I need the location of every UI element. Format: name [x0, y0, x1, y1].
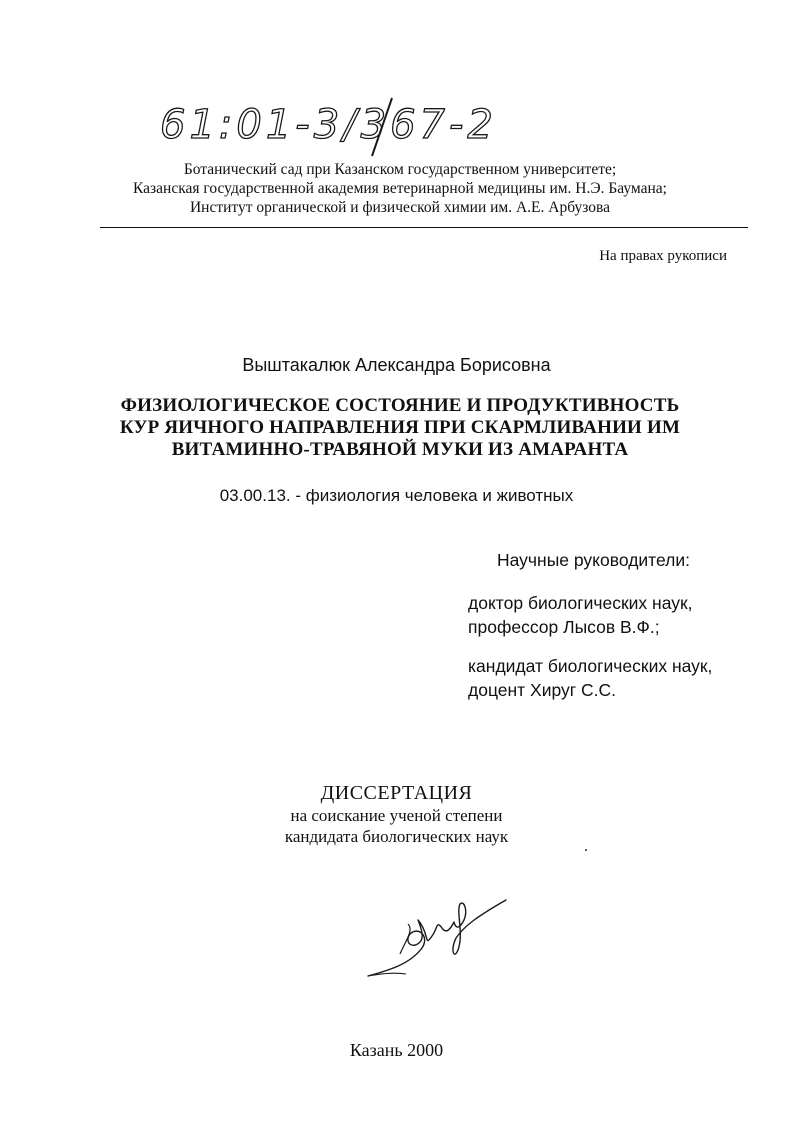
specialty-code: 03.00.13. - физиология человека и животных	[219, 486, 574, 505]
archive-code-handwritten	[160, 90, 540, 160]
institution-line: Казанская государственной академия ветеринарной медицины им. Н.Э. Баумана;	[133, 180, 667, 197]
supervisor-name: доцент Хируг С.С.	[468, 680, 617, 700]
dissertation-title	[60, 395, 740, 461]
institution-line: Институт органической и физической химии им. А.Е. Арбузова	[189, 199, 611, 216]
signature-stroke	[368, 900, 506, 976]
archive-code-text: 61:01-3/367-2	[160, 102, 497, 148]
signature-underline	[368, 973, 406, 976]
institution-line: Ботанический сад при Казанском государственном университете;	[183, 161, 617, 178]
supervisor-name: профессор Лысов В.Ф.;	[468, 617, 660, 637]
supervisor-first	[468, 591, 693, 639]
header-divider	[100, 227, 748, 228]
handwritten-signature	[360, 890, 520, 985]
dissertation-heading: ДИССЕРТАЦИЯ	[320, 782, 473, 804]
dissertation-block	[0, 781, 793, 847]
signature-svg	[360, 890, 520, 985]
scan-speck	[585, 849, 587, 851]
supervisor-degree: доктор биологических наук,	[468, 593, 693, 613]
supervisor-second	[468, 654, 712, 702]
degree-line: на соискание ученой степени	[290, 806, 503, 825]
author-name: Выштакалюк Александра Борисовна	[242, 355, 551, 375]
supervisors-heading: Научные руководители:	[497, 550, 691, 570]
title-line: ВИТАМИННО-ТРАВЯНОЙ МУКИ ИЗ АМАРАНТА	[171, 439, 629, 460]
rights-note: На правах рукописи	[599, 248, 727, 264]
institutions-block	[90, 160, 710, 217]
city-year: Казань 2000	[349, 1040, 444, 1060]
degree-line: кандидата биологических наук	[284, 827, 509, 846]
title-line: КУР ЯИЧНОГО НАПРАВЛЕНИЯ ПРИ СКАРМЛИВАНИИ ИМ	[119, 417, 681, 438]
title-line: ФИЗИОЛОГИЧЕСКОЕ СОСТОЯНИЕ И ПРОДУКТИВНОСТЬ	[120, 395, 680, 416]
supervisor-degree: кандидат биологических наук,	[468, 656, 713, 676]
archive-code-svg	[160, 90, 540, 160]
